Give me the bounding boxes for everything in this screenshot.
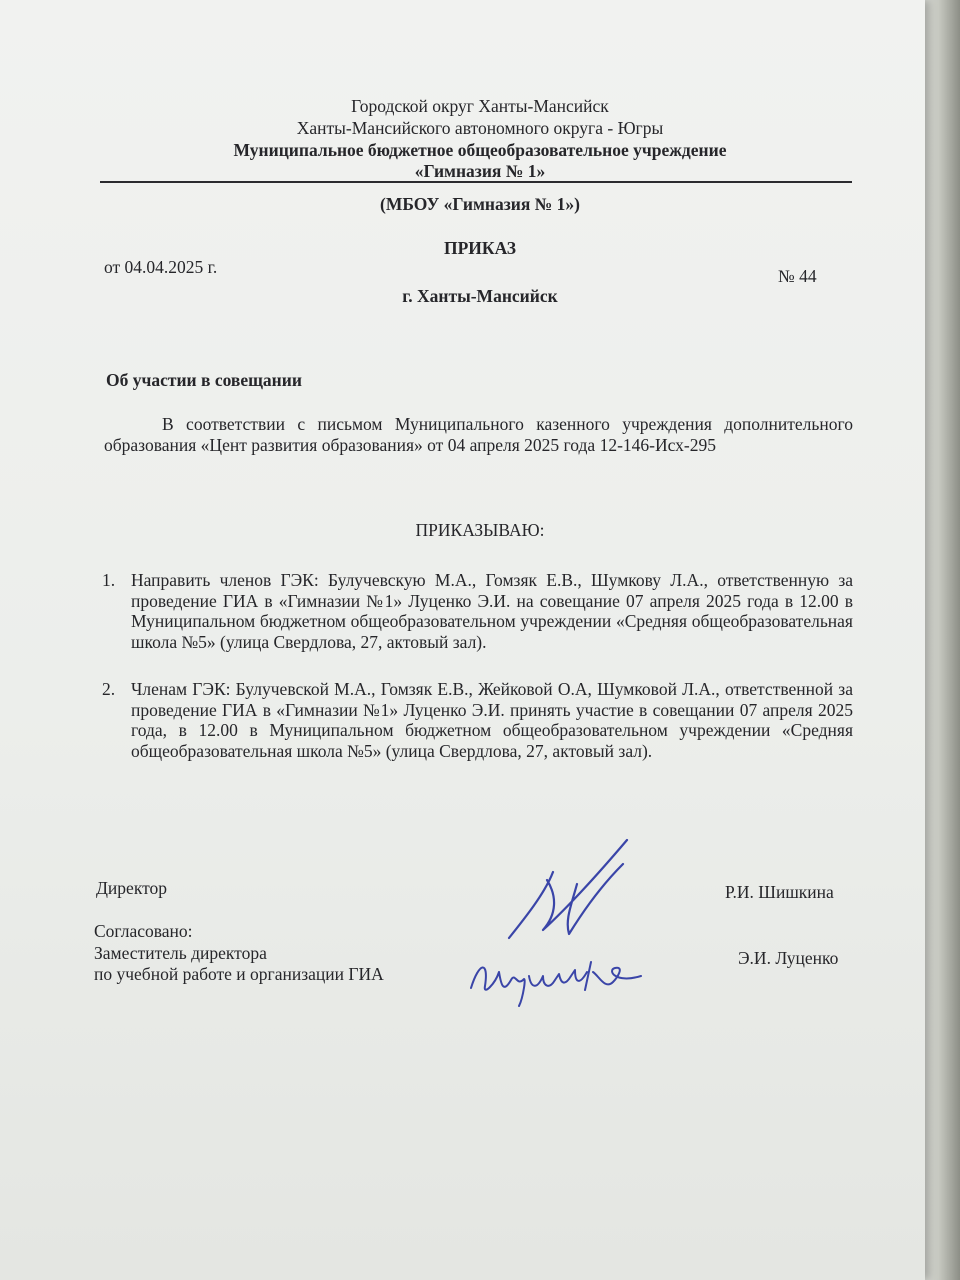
deputy-title-line-1: Заместитель директора [94, 943, 267, 963]
order-date: от 04.04.2025 г. [104, 257, 218, 277]
item-2-text: Членам ГЭК: Булучевской М.А., Гомзяк Е.В., Жейковой О.А, Шумковой Л.А., ответственной за проведение ГИА в «Гимназии №1» Луценко Э.И. принять участие в совещании 07 апреля 2025 года, в 12.00 в Муниципальном бюджетном общеобразовательном учреждении «Средняя общеобразовательная школа №5» (улица Свердлова, 27, актовый зал). [131, 679, 853, 761]
director-signature [495, 838, 655, 948]
order-title: ПРИКАЗ [443, 238, 517, 258]
short-name: (МБОУ «Гимназия № 1») [380, 194, 580, 214]
director-name: Р.И. Шишкина [725, 882, 834, 902]
deputy-name: Э.И. Луценко [738, 948, 839, 968]
deputy-signature [465, 950, 655, 1010]
header-line-4: «Гимназия № 1» [414, 161, 546, 181]
header-line-3: Муниципальное бюджетное общеобразовательное учреждение [233, 140, 727, 160]
header-divider [100, 181, 852, 183]
item-2-number: 2. [102, 679, 116, 699]
folder-edge [925, 0, 960, 1280]
agreed-label: Согласовано: [94, 921, 193, 941]
subject: Об участии в совещании [106, 370, 302, 390]
order-city: г. Ханты-Мансийск [402, 286, 558, 306]
preamble: В соответствии с письмом Муниципального казенного учреждения дополнительного образования «Цент развития образования» от 04 апреля 2025 года 12-146-Исх-295 [104, 414, 853, 455]
header-line-1: Городской округ Ханты-Мансийск [351, 96, 609, 116]
order-number: № 44 [778, 266, 817, 286]
deputy-title-line-2: по учебной работе и организации ГИА [94, 964, 384, 984]
item-1-number: 1. [102, 570, 116, 590]
header-line-2: Ханты-Мансийского автономного округа - Югры [296, 118, 664, 138]
order-word: ПРИКАЗЫВАЮ: [415, 520, 545, 540]
director-title: Директор [96, 878, 168, 898]
item-1-text: Направить членов ГЭК: Булучевскую М.А., Гомзяк Е.В., Шумкову Л.А., ответственную за проведение ГИА в «Гимназии №1» Луценко Э.И. на совещание 07 апреля 2025 года в 12.00 в Муниципальном бюджетном общеобразовательном учреждении «Средняя общеобразовательная школа №5» (улица Свердлова, 27, актовый зал). [131, 570, 853, 652]
